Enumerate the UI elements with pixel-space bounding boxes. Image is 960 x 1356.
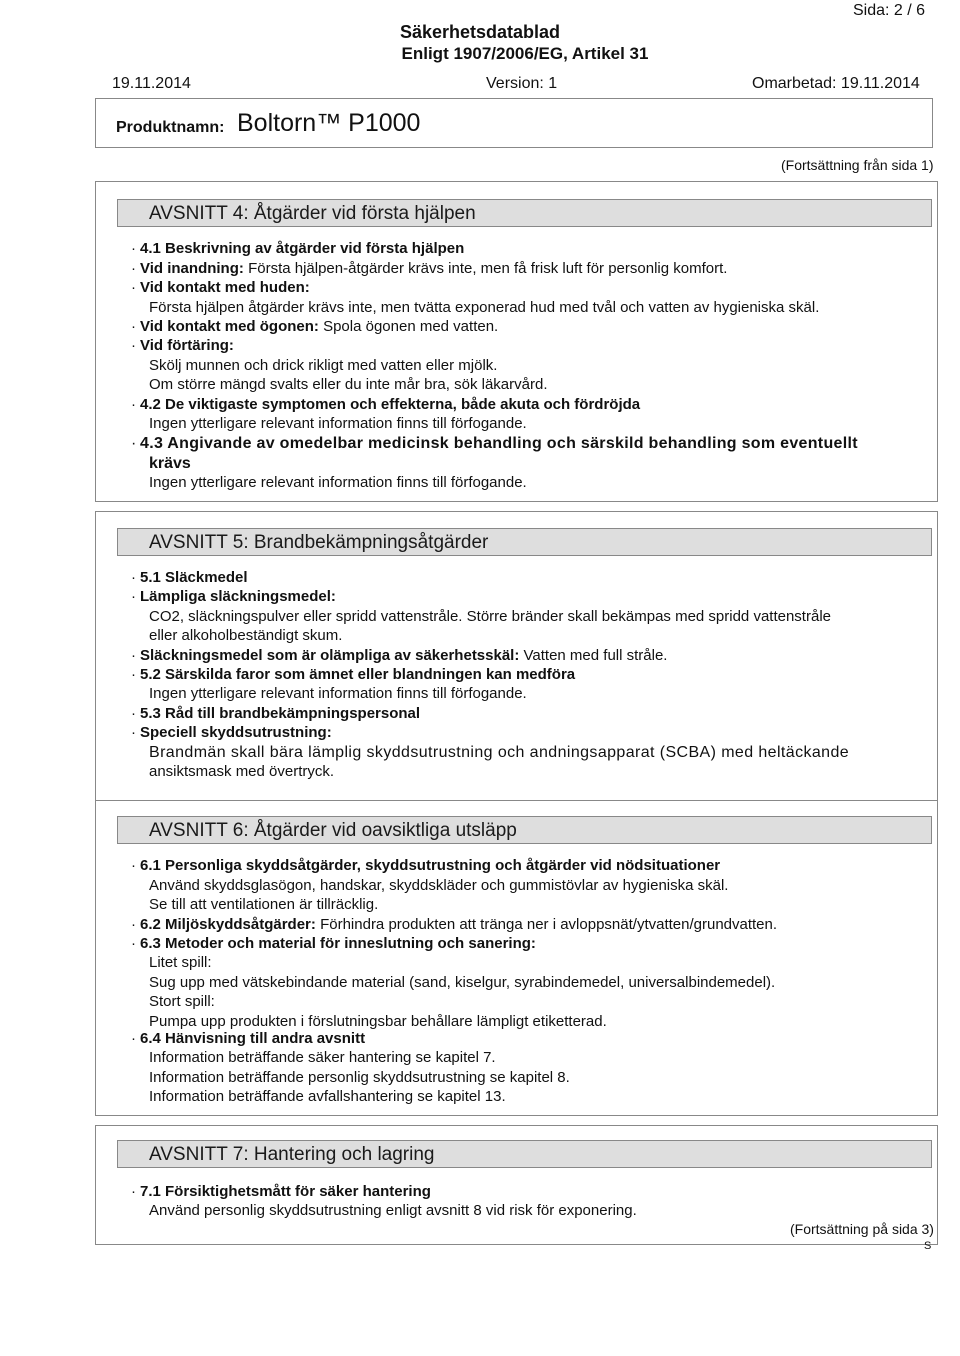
item-skin-contact: · Vid kontakt med huden: (131, 279, 310, 296)
item-6-4-text-1: Information beträffande säker hantering se kapitel 7. (149, 1049, 496, 1066)
skin-contact-text: Första hjälpen åtgärder krävs inte, men tvätta exponerad hud med tvål och vatten av hygieniska skäl. (149, 299, 820, 316)
continued-on-note: (Fortsättning på sida 3) (790, 1221, 934, 1237)
footer-mark: S (924, 1240, 932, 1252)
item-6-4-text-3: Information beträffande avfallshantering se kapitel 13. (149, 1088, 506, 1105)
item-4-2-text: Ingen ytterligare relevant information finns till förfogande. (149, 415, 527, 432)
item-6-4-text-2: Information beträffande personlig skyddsutrustning se kapitel 8. (149, 1069, 570, 1086)
protective-equipment-text-2: ansiktsmask med övertryck. (149, 763, 335, 780)
item-5-2-text: Ingen ytterligare relevant information finns till förfogande. (149, 685, 527, 702)
document-title: Säkerhetsdatablad (399, 22, 561, 42)
large-spill-text: Pumpa upp produkten i förslutningsbar behållare lämpligt etiketterad. (149, 1013, 607, 1030)
section-5-header (117, 528, 932, 556)
section-7-title: AVSNITT 7: Hantering och lagring (149, 1144, 435, 1165)
product-name: Boltorn™ P1000 (237, 109, 421, 137)
item-6-2: · 6.2 Miljöskyddsåtgärder: Förhindra produkten att tränga ner i avloppsnät/ytvatten/grundvatten. (131, 916, 778, 933)
small-spill-label: Litet spill: (149, 954, 212, 971)
item-6-3: · 6.3 Metoder och material för inneslutning och sanering: (131, 935, 536, 952)
item-suitable-media: · Lämpliga släckningsmedel: (131, 588, 336, 605)
protective-equipment-text-1: Brandmän skall bära lämplig skyddsutrustning och andningsapparat (SCBA) med heltäckande (149, 744, 850, 761)
item-6-4: · 6.4 Hänvisning till andra avsnitt (131, 1030, 366, 1047)
item-eye-contact: · Vid kontakt med ögonen: Spola ögonen med vatten. (131, 318, 499, 335)
section-6-title: AVSNITT 6: Åtgärder vid oavsiktliga utsläpp (149, 820, 517, 841)
section-4-header (117, 199, 932, 227)
product-name-label: Produktnamn: (116, 119, 225, 136)
continued-from-note: (Fortsättning från sida 1) (781, 157, 934, 173)
version: Version: 1 (486, 75, 558, 92)
product-name-box (95, 98, 933, 148)
item-unsuitable-media: · Släckningsmedel som är olämpliga av säkerhetsskäl: Vatten med full stråle. (131, 647, 668, 664)
item-5-3: · 5.3 Råd till brandbekämpningspersonal (131, 705, 421, 722)
item-4-3-cont: krävs (149, 455, 191, 472)
item-6-1-text-1: Använd skyddsglasögon, handskar, skyddskläder och gummistövlar av hygieniska skäl. (149, 877, 729, 894)
item-6-1-text-2: Se till att ventilationen är tillräcklig. (149, 896, 379, 913)
suitable-media-text-1: CO2, släckningspulver eller spridd vattenstråle. Större bränder skall bekämpas med spridd vattenstråle (149, 608, 831, 625)
item-5-2: · 5.2 Särskilda faror som ämnet eller blandningen kan medföra (131, 666, 576, 683)
section-6-header (117, 816, 932, 844)
section-5-title: AVSNITT 5: Brandbekämpningsåtgärder (149, 532, 489, 553)
item-6-1: · 6.1 Personliga skyddsåtgärder, skyddsutrustning och åtgärder vid nödsituationer (131, 857, 721, 874)
item-4-2: · 4.2 De viktigaste symptomen och effekterna, både akuta och fördröjda (131, 396, 641, 413)
item-protective-equipment: · Speciell skyddsutrustning: (131, 724, 332, 741)
document-regulation: Enligt 1907/2006/EG, Artikel 31 (401, 44, 649, 63)
suitable-media-text-2: eller alkoholbeständigt skum. (149, 627, 343, 644)
item-5-1: · 5.1 Släckmedel (131, 569, 248, 586)
ingestion-text-1: Skölj munnen och drick rikligt med vatten eller mjölk. (149, 357, 498, 374)
page-number: Sida: 2 / 6 (853, 2, 926, 19)
print-date: 19.11.2014 (112, 75, 191, 92)
ingestion-text-2: Om större mängd svalts eller du inte mår bra, sök läkarvård. (149, 376, 548, 393)
large-spill-label: Stort spill: (149, 993, 215, 1010)
item-7-1: · 7.1 Försiktighetsmått för säker hantering (131, 1183, 431, 1200)
item-inhalation: · Vid inandning: Första hjälpen-åtgärder krävs inte, men få frisk luft för personlig komfort. (131, 260, 728, 277)
revision-date: Omarbetad: 19.11.2014 (752, 75, 920, 92)
item-4-3: · 4.3 Angivande av omedelbar medicinsk behandling och särskild behandling som eventuellt (131, 435, 858, 452)
item-ingestion: · Vid förtäring: (131, 337, 234, 354)
item-7-1-text: Använd personlig skyddsutrustning enligt avsnitt 8 vid risk för exponering. (149, 1202, 637, 1219)
section-4-title: AVSNITT 4: Åtgärder vid första hjälpen (149, 203, 476, 224)
small-spill-text: Sug upp med vätskebindande material (sand, kiselgur, syrabindemedel, universalbindemedel). (149, 974, 776, 991)
section-7-header (117, 1140, 932, 1168)
item-4-1: · 4.1 Beskrivning av åtgärder vid första hjälpen (131, 240, 465, 257)
item-4-3-text: Ingen ytterligare relevant information finns till förfogande. (149, 474, 527, 491)
